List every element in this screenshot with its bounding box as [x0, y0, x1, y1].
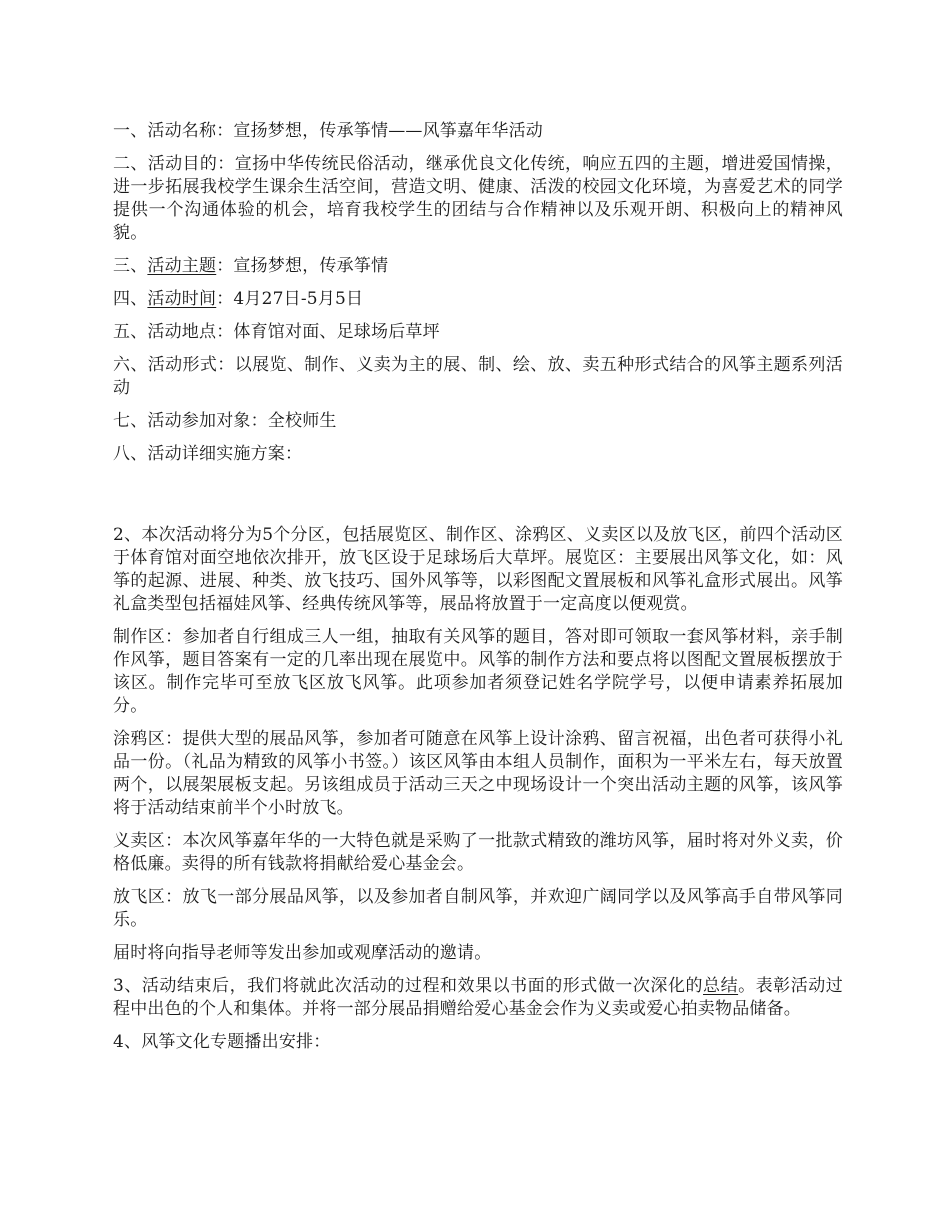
activity-theme-link[interactable]: 活动主题	[147, 256, 217, 276]
item-activity-purpose: 二、活动目的：宣扬中华传统民俗活动，继承优良文化传统，响应五四的主题，增进爱国情操，进一步拓展我校学生课余生活空间，营造文明、健康、活泼的校园文化环境，为喜爱艺术的同学提供一个沟通体验的机会，培育我校学生的团结与合作精神以及乐观开朗、积极向上的精神风貌。	[113, 154, 843, 243]
item-prefix: 三、	[113, 256, 148, 276]
item-implementation-plan: 八、活动详细实施方案：	[113, 444, 303, 464]
paragraph-sale-zone: 义卖区：本次风筝嘉年华的一大特色就是采购了一批款式精致的潍坊风筝，届时将对外义卖，价格低廉。卖得的所有钱款将捐献给爱心基金会。	[113, 831, 843, 874]
paragraph-gap	[113, 476, 843, 524]
summary-text: 3、活动结束后，我们将就此次活动的过程和效果以书面的形式做一次深化的	[113, 976, 704, 996]
paragraph-zones-overview: 2、本次活动将分为5个分区，包括展览区、制作区、涂鸦区、义卖区以及放飞区，前四个活动区于体育馆对面空地依次排开，放飞区设于足球场后大草坪。展览区：主要展出风筝文化，如：风筝的起源、进展、种类、放飞技巧、国外风筝等，以彩图配文置展板和风筝礼盒形式展出。风筝礼盒类型包括福娃风筝、经典传统风筝等，展品将放置于一定高度以便观赏。	[113, 525, 843, 614]
item-activity-location: 五、活动地点：体育馆对面、足球场后草坪	[113, 322, 440, 342]
paragraph-summary	[113, 975, 843, 1021]
item-text: ：4月27日-5月5日	[216, 289, 364, 309]
paragraph-broadcast-schedule: 4、风筝文化专题播出安排：	[113, 1032, 331, 1052]
item-activity-theme	[113, 255, 843, 278]
document-body	[113, 120, 843, 1064]
item-activity-name: 一、活动名称：宣扬梦想，传承筝情——风筝嘉年华活动	[113, 121, 543, 141]
item-participants: 七、活动参加对象：全校师生	[113, 411, 337, 431]
paragraph-graffiti-zone: 涂鸦区：提供大型的展品风筝，参加者可随意在风筝上设计涂鸦、留言祝福，出色者可获得小礼品一份。（礼品为精致的风筝小书签。）该区风筝由本组人员制作，面积为一平米左右，每天放置两个，以展架展板支起。另该组成员于活动三天之中现场设计一个突出活动主题的风筝，该风筝将于活动结束前半个小时放飞。	[113, 729, 843, 818]
paragraph-flying-zone: 放飞区：放飞一部分展品风筝，以及参加者自制风筝，并欢迎广阔同学以及风筝高手自带风筝同乐。	[113, 887, 843, 930]
item-prefix: 四、	[113, 289, 148, 309]
paragraph-making-zone: 制作区：参加者自行组成三人一组，抽取有关风筝的题目，答对即可领取一套风筝材料，亲手制作风筝，题目答案有一定的几率出现在展览中。风筝的制作方法和要点将以图配文置展板摆放于该区。制作完毕可至放飞区放飞风筝。此项参加者须登记姓名学院学号，以便申请素养拓展加分。	[113, 627, 843, 716]
activity-time-link[interactable]: 活动时间	[147, 289, 217, 309]
paragraph-invitation: 届时将向指导老师等发出参加或观摩活动的邀请。	[113, 943, 492, 963]
summary-link[interactable]: 总结	[703, 976, 739, 996]
item-activity-time	[113, 288, 843, 311]
summary-text-rest: 。表彰活动过程中出色的个人和集体。并将一部分展品捐赠给爱心基金会作为义卖或爱心拍卖物品储备。	[113, 976, 843, 1019]
item-text: ：宣扬梦想，传承筝情	[216, 256, 389, 276]
item-activity-form: 六、活动形式：以展览、制作、义卖为主的展、制、绘、放、卖五种形式结合的风筝主题系列活动	[113, 355, 843, 398]
